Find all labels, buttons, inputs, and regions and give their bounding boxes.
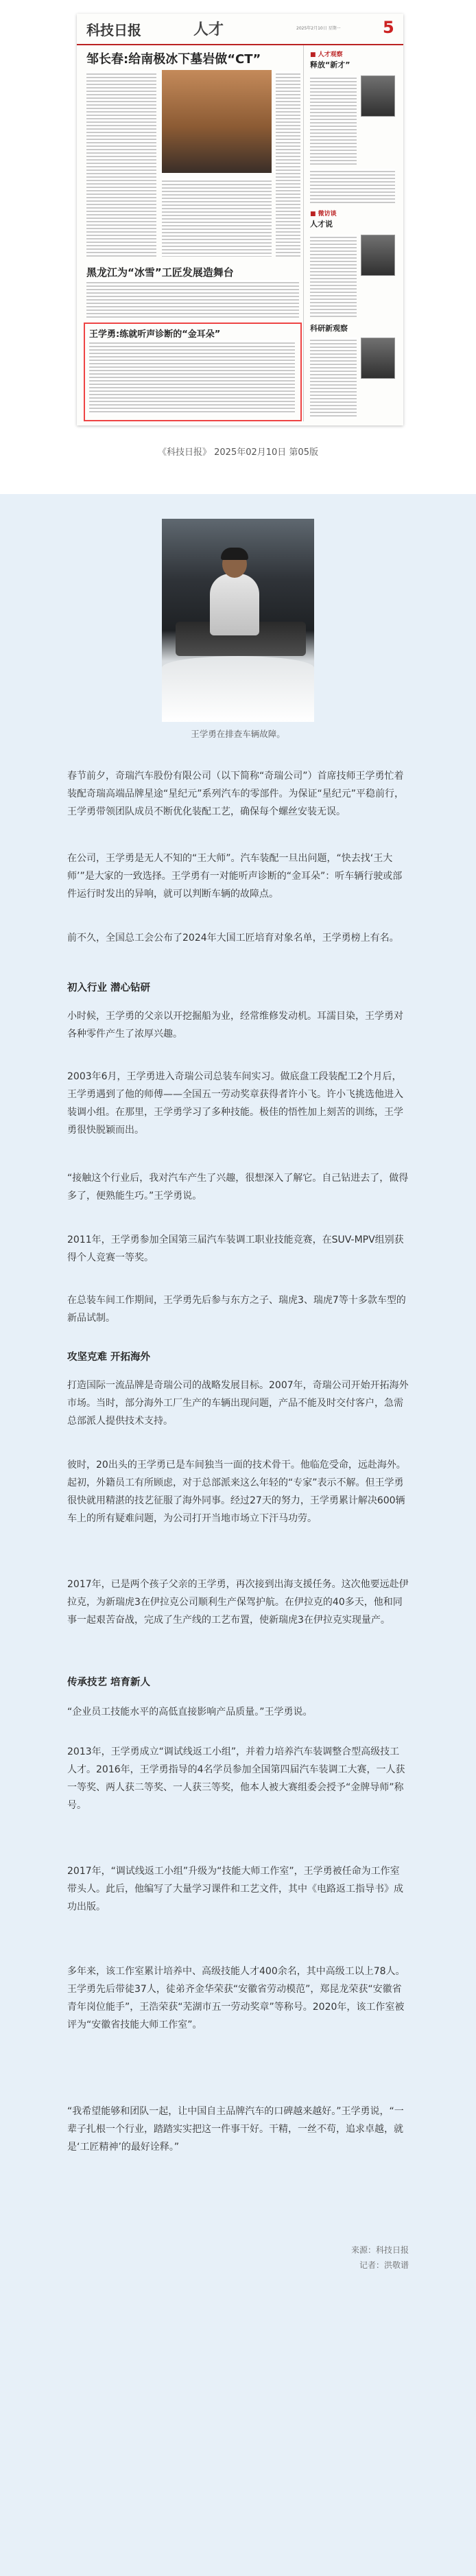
newspaper-text-column — [276, 71, 300, 257]
photo-worker-hair — [221, 548, 248, 560]
newspaper-side-title-3: 科研新观察 — [310, 324, 348, 333]
newspaper-portrait-2 — [361, 235, 395, 276]
newspaper-side-title-2: 人才说 — [310, 220, 333, 229]
newspaper-date-line: 2025年2月10日 星期一 — [296, 26, 341, 31]
newspaper-text-column — [86, 280, 299, 318]
article-reporter: 记者：洪敬谱 — [359, 2260, 409, 2270]
newspaper-text-column — [310, 235, 357, 317]
section-3-title: 传承技艺 培育新人 — [67, 1677, 151, 1688]
section-1-paragraph-3: “接触这个行业后，我对汽车产生了兴趣，很想深入了解它。自己钻进去了，做得多了，便熟能生巧。”王学勇说。 — [67, 1173, 409, 1202]
newspaper-side-tag-2: ■ 微访谈 — [310, 211, 337, 218]
newspaper-page-number: 5 — [383, 18, 394, 37]
newspaper-headline-main: 邹长春:给南极冰下墓岩做“CT” — [86, 52, 261, 67]
newspaper-caption: 《科技日报》 2025年02月10日 第05版 — [158, 447, 318, 458]
newspaper-photo-antarctic — [162, 70, 272, 173]
section-3-paragraph-5: “我希望能够和团队一起，让中国自主品牌汽车的口碑越来越好。”王学勇说，“一辈子扎根一个行业，踏踏实实把这一件事干好。干精，一丝不苟，追求卓越，就是‘工匠精神’的最好诠释。” — [67, 2106, 404, 2153]
intro-paragraph-3: 前不久，全国总工会公布了2024年大国工匠培育对象名单，王学勇榜上有名。 — [67, 933, 399, 944]
section-1-title: 初入行业 潜心钻研 — [67, 983, 151, 994]
newspaper-text-column — [310, 338, 357, 419]
intro-paragraph-1: 春节前夕，奇瑞汽车股份有限公司（以下简称“奇瑞公司”）首席技师王学勇忙着装配奇瑞高端品牌星途“星纪元”系列汽车的零部件。为保证“星纪元”平稳前行，王学勇带领团队成员不断优化装配工艺，确保每个螺丝安装无误。 — [67, 771, 405, 817]
newspaper-side-title-1: 释放“新才” — [310, 60, 350, 69]
section-2-paragraph-2: 彼时，20出头的王学勇已是车间独当一面的技术骨干。他临危受命，远赴海外。起初，外籍员工有所顾虑，对于总部派来这么年轻的“专家”表示不解。但王学勇很快就用精湛的技艺征服了海外同事。经过27天的努力，王学勇累计解决600辆车上的所有疑难问题，为公司打开当地市场立下汗马功劳。 — [67, 1460, 406, 1524]
newspaper-text-column — [86, 71, 156, 257]
photo-caption: 王学勇在排查车辆故障。 — [191, 729, 285, 739]
section-3-paragraph-1: “企业员工技能水平的高低直接影响产品质量。”王学勇说。 — [67, 1707, 313, 1718]
section-2-paragraph-3: 2017年，已是两个孩子父亲的王学勇，再次接到出海支援任务。这次他要远赴伊拉克，为新瑞虎3在伊拉克公司顺利生产保驾护航。在伊拉克的40多天，他和同事一起艰苦奋战，完成了生产线的工艺布置，使新瑞虎3在伊拉克实现量产。 — [67, 1579, 409, 1626]
newspaper-section: 人才 — [193, 21, 224, 38]
newspaper-portrait-3 — [361, 338, 395, 379]
newspaper-side-tag-1: ■ 人才观察 — [310, 51, 343, 58]
section-3-paragraph-3: 2017年，“调试线返工小组”升级为“技能大师工作室”，王学勇被任命为工作室带头人。此后，他编写了大量学习课件和工艺文件，其中《电路返工指导书》成功出版。 — [67, 1866, 403, 1912]
newspaper-column-divider — [303, 45, 304, 421]
newspaper-headline-3: 王学勇:练就听声诊断的“金耳朵” — [89, 329, 221, 340]
newspaper-portrait-1 — [361, 75, 395, 117]
photo-car-hood — [162, 656, 314, 722]
section-2-title: 攻坚克难 开拓海外 — [67, 1352, 151, 1363]
newspaper-text-column — [162, 178, 272, 257]
section-1-paragraph-5: 在总装车间工作期间，王学勇先后参与东方之子、瑞虎3、瑞虎7等十多款车型的新品试制。 — [67, 1295, 406, 1324]
newspaper-page-thumbnail[interactable] — [77, 14, 403, 425]
newspaper-preview-area — [0, 0, 476, 494]
newspaper-text-column — [310, 169, 395, 203]
section-3-paragraph-2: 2013年，王学勇成立“调试线返工小组”，并着力培养汽车装调整合型高级技工人才。2016年，王学勇指导的4名学员参加全国第四届汽车装调工大赛，一人获一等奖、两人获二等奖、一人获三等奖，他本人被大赛组委会授予“金牌导师”称号。 — [67, 1746, 405, 1811]
photo-worker-shape — [210, 574, 259, 635]
newspaper-headline-2: 黑龙江为“冰雪”工匠发展造舞台 — [86, 266, 234, 279]
intro-paragraph-2: 在公司，王学勇是无人不知的“王大师”。汽车装配一旦出问题，“快去找‘王大师’”是大家的一致选择。王学勇有一对能听声诊断的“金耳朵”：听车辆行驶或部件运行时发出的异响，就可以判断车辆的故障点。 — [67, 853, 403, 900]
newspaper-text-column — [89, 340, 295, 414]
newspaper-masthead — [77, 14, 403, 45]
newspaper-brand: 科技日报 — [86, 22, 141, 38]
article-photo — [162, 519, 314, 722]
section-3-paragraph-4: 多年来，该工作室累计培养中、高级技能人才400余名，其中高级工以上78人。王学勇先后带徒37人，徒弟齐金华荣获“安徽省劳动模范”，郑昆龙荣获“安徽省青年岗位能手”，王浩荣获“芜湖市五一劳动奖章”等称号。2020年，该工作室被评为“安徽省技能大师工作室”。 — [67, 1966, 405, 2030]
section-1-paragraph-4: 2011年，王学勇参加全国第三届汽车装调工职业技能竞赛，在SUV-MPV组别获得个人竞赛一等奖。 — [67, 1234, 404, 1263]
section-2-paragraph-1: 打造国际一流品牌是奇瑞公司的战略发展目标。2007年，奇瑞公司开始开拓海外市场。当时，部分海外工厂生产的车辆出现问题，产品不能及时交付客户，急需总部派人提供技术支持。 — [67, 1380, 409, 1427]
newspaper-text-column — [310, 75, 357, 165]
section-1-paragraph-2: 2003年6月，王学勇进入奇瑞公司总装车间实习。做底盘工段装配工2个月后，王学勇遇到了他的师傅——全国五一劳动奖章获得者许小飞。许小飞挑选他进入装调小组。在那里，王学勇学习了多种技能。极佳的悟性加上刻苦的训练，王学勇很快脱颖而出。 — [67, 1071, 403, 1136]
section-1-paragraph-1: 小时候，王学勇的父亲以开挖掘船为业，经常维修发动机。耳濡目染，王学勇对各种零件产生了浓厚兴趣。 — [67, 1011, 403, 1040]
article-source: 来源：科技日报 — [350, 2245, 409, 2255]
